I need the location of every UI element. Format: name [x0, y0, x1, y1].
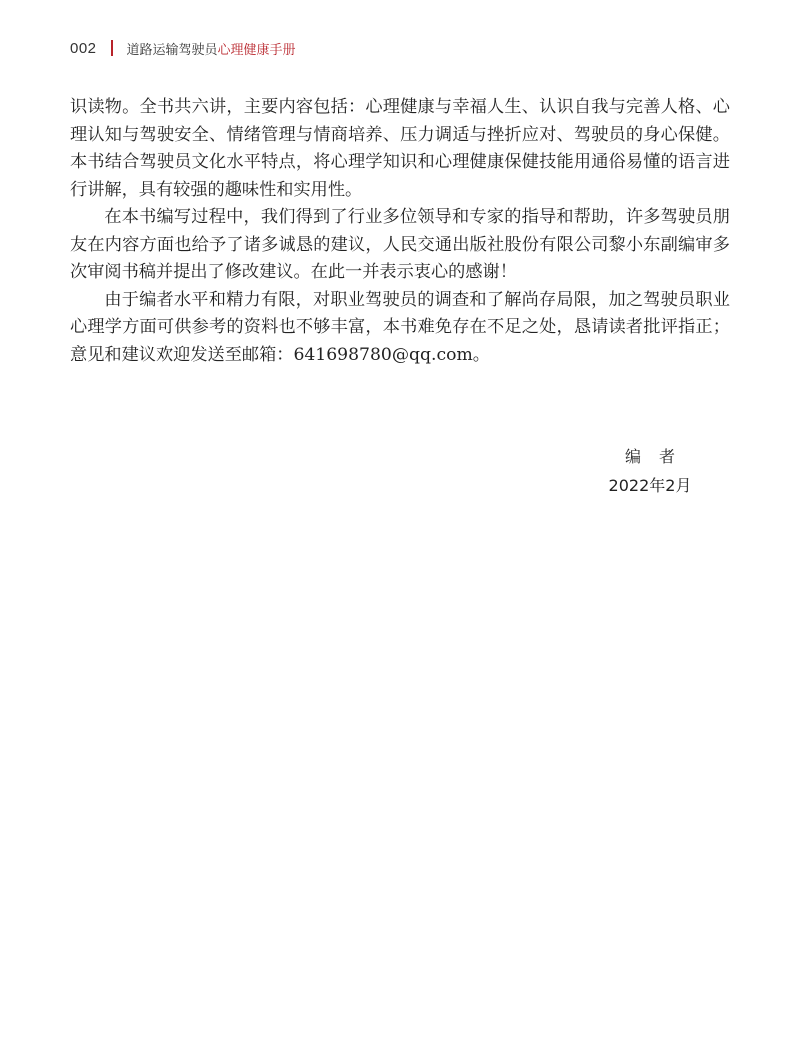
running-header [70, 38, 296, 58]
page-number: 002 [70, 39, 97, 57]
signature-block [600, 442, 700, 500]
book-title: 道路运输驾驶员 [126, 42, 218, 58]
author-signature: 编者 [624, 447, 693, 466]
header-divider [111, 40, 113, 56]
paragraph-feedback: 由于编者水平和精力有限，对职业驾驶员的调查和了解尚存局限，加之驾驶员职业心理学方面可供参考的资料也不够丰富，本书难免存在不足之处，恳请读者批评指正；意见和建议欢迎发送至邮箱：641698780@qq.com。 [70, 289, 730, 365]
paragraph-acknowledgement: 在本书编写过程中，我们得到了行业多位领导和专家的指导和帮助，许多驾驶员朋友在内容方面也给予了诸多诚恳的建议，人民交通出版社股份有限公司黎小东副编审多次审阅书稿并提出了修改建议。在此一并表示衷心的感谢！ [70, 207, 730, 282]
signature-date: 2022年2月 [608, 476, 692, 495]
book-subtitle: 心理健康手册 [217, 42, 296, 58]
body-text [70, 94, 730, 369]
paragraph-continued: 识读物。全书共六讲，主要内容包括：心理健康与幸福人生、认识自我与完善人格、心理认知与驾驶安全、情绪管理与情商培养、压力调适与挫折应对、驾驶员的身心保健。本书结合驾驶员文化水平特点，将心理学知识和心理健康保健技能用通俗易懂的语言进行讲解，具有较强的趣味性和实用性。 [70, 97, 730, 200]
